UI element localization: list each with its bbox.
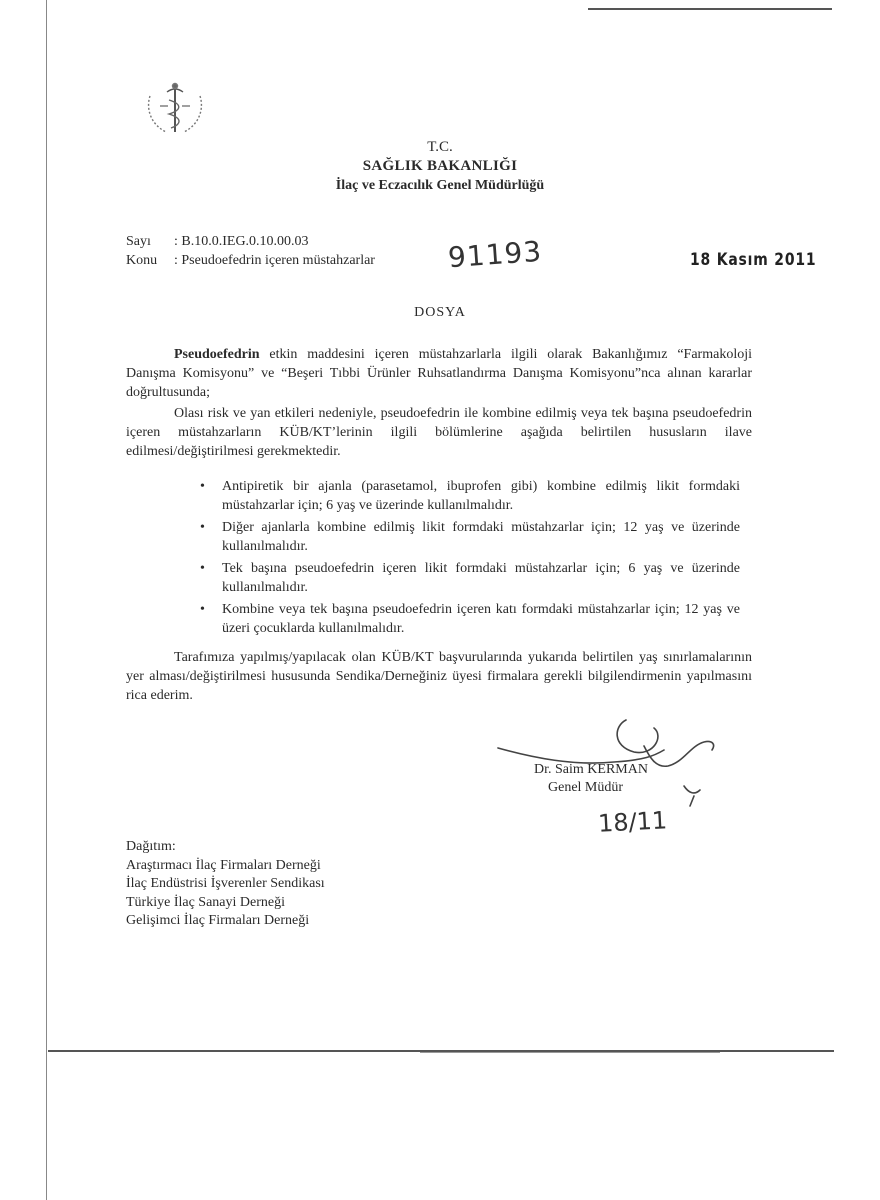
- signatory-title: Genel Müdür: [548, 780, 624, 795]
- letterhead: [0, 138, 880, 195]
- scan-line-top: [588, 8, 832, 10]
- paragraph-1-text: etkin maddesini içeren müstahzarlarla ilgili olarak Bakanlığımız “Farmakoloji Danışma Komisyonu” ve “Beşeri Tıbbi Ürünler Ruhsatlandırma Danışma Komisyonu”nca alınan kararlar doğrultusunda;: [126, 347, 752, 400]
- handwritten-date: 18/11: [597, 806, 668, 838]
- konu-label: Konu: [126, 253, 158, 268]
- paragraph-1-bold: Pseudoefedrin: [174, 347, 260, 362]
- date-stamp: 18 Kasım 2011: [690, 250, 817, 270]
- sayi-row: [126, 232, 375, 251]
- section-title: DOSYA: [414, 305, 466, 320]
- sayi-label: Sayı: [126, 234, 151, 249]
- list-item: • Kombine veya tek başına pseudoefedrin içeren katı formdaki müstahzarlar için; 12 yaş ve üzeri çocuklarda kullanılmalıdır.: [200, 600, 740, 638]
- distribution-label: Dağıtım:: [126, 839, 176, 854]
- paragraph-1: [126, 345, 752, 402]
- ministry-name: SAĞLIK BAKANLIĞI: [362, 158, 518, 174]
- paragraph-3: Tarafımıza yapılmış/yapılacak olan KÜB/KT başvurularında yukarıda belirtilen yaş sınırlamalarının yer alması/değiştirilmesi hususunda Sendika/Derneğiniz üyesi firmalara gerekli bilgilendirmenin yapılmasını rica ederim.: [126, 650, 752, 703]
- signatory-name: Dr. Saim KERMAN: [534, 762, 648, 777]
- ministry-emblem-icon: [140, 78, 210, 140]
- konu-row: [126, 251, 375, 270]
- list-item: Gelişimci İlaç Firmaları Derneği: [126, 913, 310, 928]
- distribution-block: [126, 838, 325, 931]
- list-item: İlaç Endüstrisi İşverenler Sendikası: [126, 876, 325, 891]
- scan-line-bottom-short: [420, 1052, 720, 1053]
- list-item: • Diğer ajanlarla kombine edilmiş likit formdaki müstahzarlar için; 12 yaş ve üzerinde kullanılmalıdır.: [200, 518, 740, 556]
- handwritten-number: 91193: [446, 234, 544, 275]
- list-item: Türkiye İlaç Sanayi Derneği: [126, 894, 285, 910]
- sayi-value: : B.10.0.IEG.0.10.00.03: [174, 234, 309, 249]
- list-item: • Antipiretik bir ajanla (parasetamol, ibuprofen gibi) kombine edilmiş likit formdaki müstahzarlar için; 6 yaş ve üzerinde kullanılmalıdır.: [200, 477, 740, 515]
- list-item: • Tek başına pseudoefedrin içeren likit formdaki müstahzarlar için; 6 yaş ve üzerinde kullanılmalıdır.: [200, 559, 740, 597]
- department-name: İlaç ve Eczacılık Genel Müdürlüğü: [335, 178, 545, 193]
- reference-block: [126, 232, 375, 270]
- paragraph-2: Olası risk ve yan etkileri nedeniyle, pseudoefedrin ile kombine edilmiş veya tek başına pseudoefedrin içeren müstahzarların KÜB/KT’lerinin ilgili bölümlerine aşağıda belirtilen hususların ilave edilmesi/değiştirilmesi gerekmektedir.: [126, 406, 752, 459]
- konu-value: : Pseudoefedrin içeren müstahzarlar: [174, 253, 375, 268]
- country-label: T.C.: [427, 139, 453, 155]
- requirement-list: [200, 477, 740, 641]
- list-item: Araştırmacı İlaç Firmaları Derneği: [126, 857, 321, 873]
